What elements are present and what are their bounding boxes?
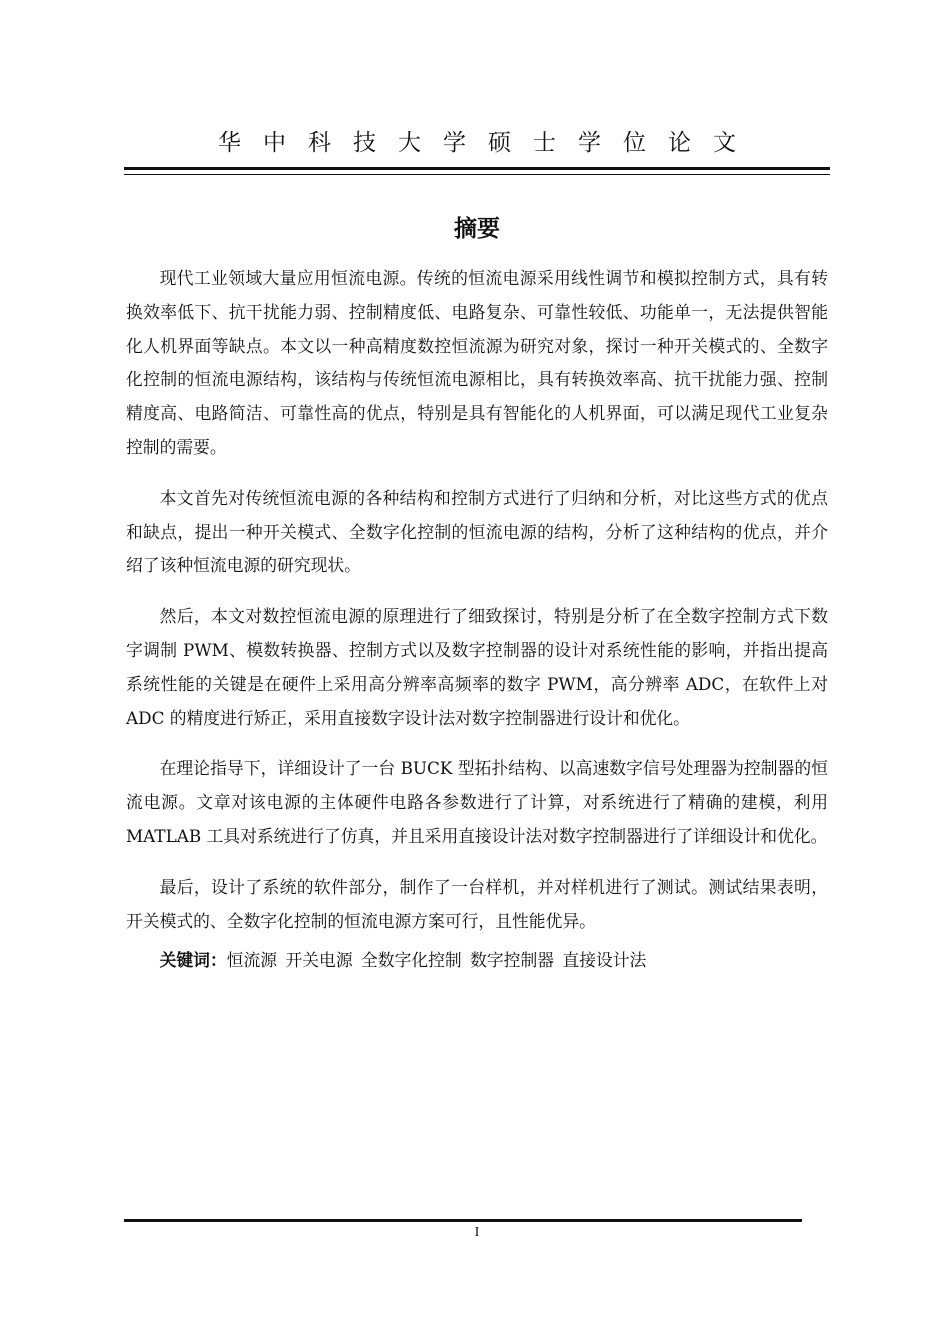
page-number: I <box>474 1225 480 1240</box>
keyword: 开关电源 <box>285 950 353 971</box>
abstract-body <box>126 262 828 978</box>
header-rule-thick <box>124 167 830 170</box>
abstract-paragraph: 现代工业领域大量应用恒流电源。传统的恒流电源采用线性调节和模拟控制方式，具有转换效率低下、抗干扰能力弱、控制精度低、电路复杂、可靠性较低、功能单一，无法提供智能化人机界面等缺点。本文以一种高精度数控恒流源为研究对象，探讨一种开关模式的、全数字化控制的恒流电源结构，该结构与传统恒流电源相比，具有转换效率高、抗干扰能力强、控制精度高、电路简洁、可靠性高的优点，特别是具有智能化的人机界面，可以满足现代工业复杂控制的需要。 <box>126 268 828 457</box>
header-rule-thin <box>124 174 830 175</box>
abstract-heading: 摘要 <box>454 216 500 242</box>
keywords-label: 关键词： <box>159 950 227 971</box>
keyword: 直接设计法 <box>562 950 647 971</box>
abstract-paragraph: 最后，设计了系统的软件部分，制作了一台样机，并对样机进行了测试。测试结果表明，开关模式的、全数字化控制的恒流电源方案可行，且性能优异。 <box>126 876 828 931</box>
abstract-paragraph: 本文首先对传统恒流电源的各种结构和控制方式进行了归纳和分析，对比这些方式的优点和缺点，提出一种开关模式、全数字化控制的恒流电源的结构，分析了这种结构的优点，并介绍了该种恒流电源的研究现状。 <box>126 487 828 576</box>
keyword: 全数字化控制 <box>361 950 462 971</box>
keyword: 数字控制器 <box>470 950 555 971</box>
abstract-paragraph: 在理论指导下，详细设计了一台 BUCK 型拓扑结构、以高速数字信号处理器为控制器的恒流电源。文章对该电源的主体硬件电路各参数进行了计算，对系统进行了精确的建模，利用 MATLAB 工具对系统进行了仿真，并且采用直接设计法对数字控制器进行了详细设计和优化。 <box>126 758 828 846</box>
footer-rule <box>124 1219 802 1222</box>
keyword: 恒流源 <box>226 950 278 971</box>
thesis-header-title: 华中科技大学硕士学位论文 <box>218 130 758 156</box>
keywords-line <box>126 944 828 978</box>
abstract-paragraph: 然后，本文对数控恒流电源的原理进行了细致探讨，特别是分析了在全数字控制方式下数字调制 PWM、模数转换器、控制方式以及数字控制器的设计对系统性能的影响，并指出提高系统性能的关键是在硬件上采用高分辨率高频率的数字 PWM，高分辨率 ADC，在软件上对 ADC 的精度进行矫正，采用直接数字设计法对数字控制器进行设计和优化。 <box>126 606 828 728</box>
